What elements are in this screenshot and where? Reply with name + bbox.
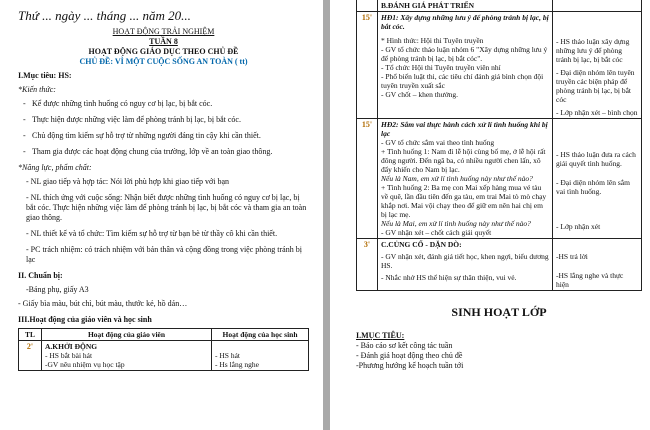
teacher-line: + Tình huống 2: Ba mẹ con Mai xếp hàng mua vé tàu về quê, lần đầu tiên đến ga tàu, em trai Mai tò mò chạy khắp nơi. Mai vội chạy theo để giữ em nên hai chị em bị lạc mẹ. [381,183,547,219]
activity-title: HĐ2: Sắm vai thực hành cách xử lí tình huống khi bị lạc [381,120,548,138]
teacher-line: - GV chốt – khen thưởng. [381,90,459,99]
teacher-cell [378,12,553,119]
knowledge-item: - Kể được những tình huống có nguy cơ bị lạc, bị bắt cóc. [18,99,309,109]
teacher-question: Nếu là Mai, em xử lí tình huống này như thế nào? [381,219,531,228]
teacher-cell [378,239,553,291]
teacher-line: -GV nêu nhiệm vụ học tập [45,360,125,369]
sinh-hoat-item: -Phương hướng kế hoạch tuần tới [356,361,464,370]
col-header-teacher: Hoạt động của giáo viên [42,329,212,341]
table-row [357,119,642,239]
student-line: - HS thảo luận đưa ra cách giải quyết tình huống. [556,150,636,168]
teacher-line: * Hình thức: Hội thi Tuyên truyền [381,36,484,45]
activity-title: HĐ1: Xây dựng những lưu ý để phòng tránh bị lạc, bị bắt cóc. [381,13,549,31]
sinh-hoat-heading: I.MỤC TIÊU: [356,331,405,340]
activity-table-continued [356,0,642,291]
left-page [0,0,323,430]
table-header-row [19,329,309,341]
competency-item: - NL thiết kế và tổ chức: Tìm kiếm sự hỗ trợ từ bạn bè từ thầy cô khi cần thiết. [26,229,278,238]
activities-heading: III.Hoạt động của giáo viên và học sinh [18,315,152,324]
section-b-row [357,0,642,12]
student-cell [553,119,642,239]
knowledge-item: - Chủ động tìm kiếm sự hỗ trợ từ những người đáng tin cậy khi cần thiết. [18,131,309,141]
subject-title: HOẠT ĐỘNG TRẢI NGHIỆM [112,27,215,36]
student-line: - Hs lắng nghe [215,360,259,369]
prep-item: - Giấy bìa màu, bút chì, bút màu, thước kẻ, hồ dán… [18,299,188,308]
knowledge-item: - Thực hiện được những việc làm để phòng tránh bị lạc, bị bắt cóc. [18,115,309,125]
teacher-cell [378,119,553,239]
time-cell: 3' [357,239,378,291]
sinh-hoat-title: SINH HOẠT LỚP [451,305,547,319]
teacher-line: - Nhắc nhở HS thể hiện sự thân thiện, vui vẻ. [381,273,517,282]
time-cell: 15' [357,119,378,239]
table-row [19,341,309,371]
prep-heading: II. Chuẩn bị: [18,271,63,280]
table-row [357,239,642,291]
competency-item: - PC trách nhiệm: có trách nhiệm với bản thân và cộng đồng trong việc phòng tránh bị lạc [26,245,302,264]
sinh-hoat-item: - Báo cáo sơ kết công tác tuần [356,341,453,350]
student-line: - Lớp nhận xét – bình chọn [556,108,638,117]
competency-item: - NL thích ứng với cuộc sống: Nhận biết được những tình huống có nguy cơ bị lạc, bị bắt cóc. Thực hiện những việc làm để phòng tránh bị lạc, bị bắt cóc và tham gia an toàn giao thông. [26,193,307,222]
col-header-time: TL [19,329,42,341]
week-title: TUẦN 8 [149,37,178,46]
teacher-line: - GV nhận xét – chốt cách giải quyết [381,228,492,237]
teacher-line: - GV tổ chức thảo luận nhóm 6 "Xây dựng những lưu ý để phòng tránh bị lạc, bị bắt cóc". [381,45,548,63]
teacher-line: - Phổ biến luật thi, các tiêu chí đánh giá bình chọn đội tuyên truyền xuất sắc [381,72,544,90]
activity-table [18,328,309,371]
section-b-title: B.ĐÁNH GIÁ PHÁT TRIỂN [378,0,553,12]
teacher-line: - GV tổ chức sắm vai theo tình huống [381,138,495,147]
student-line: - HS thảo luận xây dựng những lưu ý để phòng tránh bị lạc, bị bắt cóc [556,37,630,64]
teacher-line: - HS bắt bài hát [45,351,93,360]
knowledge-label: *Kiến thức: [18,85,56,94]
objectives-heading: I.Mục tiêu: HS: [18,71,72,80]
teacher-cell [42,341,212,371]
competency-label: *Năng lực, phẩm chất: [18,163,92,172]
table-row [357,12,642,119]
prep-item: -Bảng phụ, giấy A3 [26,285,89,294]
col-header-student: Hoạt động của học sinh [212,329,309,341]
competency-item: - NL giao tiếp và hợp tác: Nói lời phù hợp khi giao tiếp với bạn [26,177,230,186]
topic-title: CHỦ ĐỀ: VÌ MỘT CUỘC SỐNG AN TOÀN ( tt) [79,57,248,66]
student-cell [553,239,642,291]
teacher-line: - GV nhận xét, đánh giá tiết học, khen ngợi, biểu dương HS. [381,252,549,270]
sinh-hoat-item: - Đánh giá hoạt động theo chủ đề [356,351,463,360]
row-title: A.KHỞI ĐỘNG [45,342,98,351]
teacher-line: + Tình huống 1: Nam đi lễ hội cùng bố mẹ, ở lễ hội rất đông người. Đến ngã ba, có nhiều người chen lấn, xô đẩy khiến cho Nam bị lạc. [381,147,546,174]
student-cell [553,12,642,119]
student-line: -HS lắng nghe và thực hiện [556,271,624,289]
student-cell [212,341,309,371]
activity-title: HOẠT ĐỘNG GIÁO DỤC THEO CHỦ ĐỀ [88,47,239,56]
date-header: Thứ ... ngày ... tháng ... năm 20... [18,8,191,23]
time-cell: 2' [19,341,42,371]
right-page [330,0,650,430]
student-line: -HS trả lời [556,252,588,261]
teacher-question: Nếu là Nam, em xử lí tình huống này như thế nào? [381,174,533,183]
student-line: - HS hát [215,351,240,360]
student-line: - Đại diện nhóm lên sắm vai tình huống. [556,178,630,196]
time-cell: 15' [357,12,378,119]
activity-title: C.CỦNG CỐ - DẶN DÒ: [381,240,462,249]
knowledge-item: - Tham gia được các hoạt động chung của trường, lớp về an toàn giao thông. [18,147,309,157]
student-line: - Lớp nhận xét [556,222,601,231]
student-line: - Đại diện nhóm lên tuyên truyền các biện pháp để phòng tránh bị lạc, bị bắt cóc [556,68,635,104]
teacher-line: - Tổ chức Hội thi Tuyên truyền viên nhí [381,63,501,72]
